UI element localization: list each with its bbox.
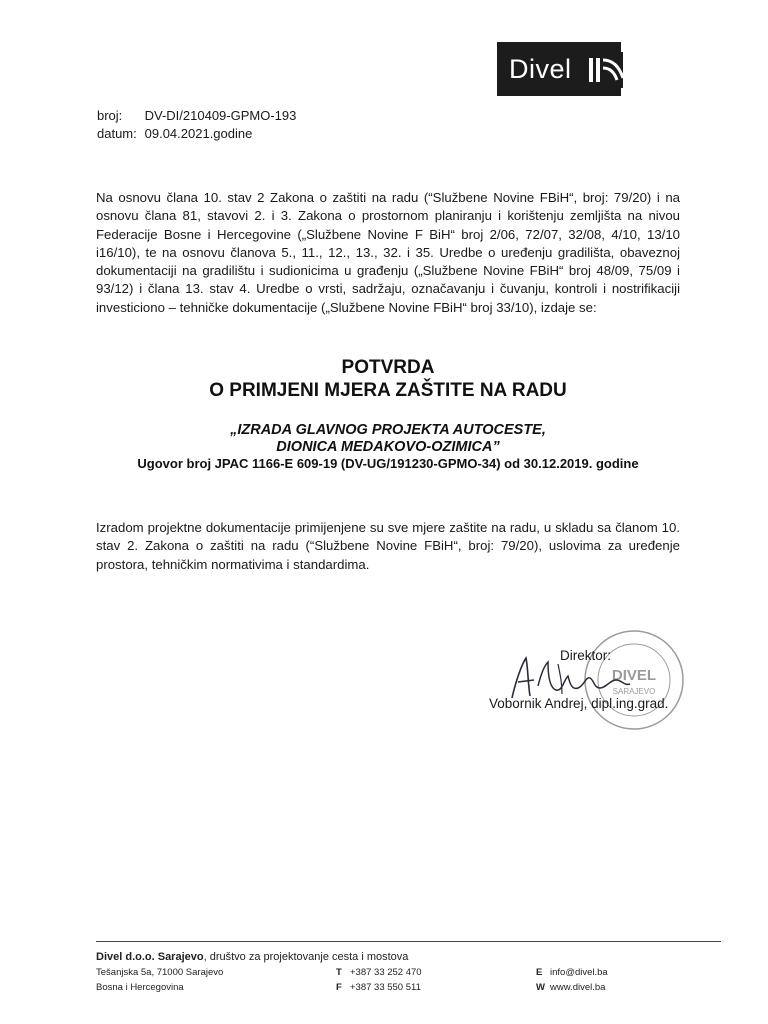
reference-date-label: datum: [97,126,137,141]
footer-phone-label: T [336,967,342,978]
footer-row-2 [96,980,721,995]
document-title: POTVRDA [341,357,435,378]
stamp-city: SARAJEVO [612,687,656,696]
reference-date-row [97,125,296,143]
footer-web-label: W [536,982,545,993]
footer-divider [96,941,721,942]
contract-reference: Ugovor broj JPAC 1166-E 609-19 (DV-UG/191230-GPMO-34) od 30.12.2019. godine [137,456,639,471]
signature-role: Direktor: [560,648,612,663]
footer-address-country: Bosna i Hercegovina [96,982,184,993]
project-name-line1: „IZRADA GLAVNOG PROJEKTA AUTOCESTE, [230,422,546,438]
footer-row-1 [96,965,721,980]
footer-email-label: E [536,967,543,978]
reference-number-value: DV-DI/210409-GPMO-193 [144,108,297,123]
footer [96,950,721,995]
signatory-name: Vobornik Andrej, dipl.ing.grad. [489,696,669,711]
footer-email[interactable]: info@divel.ba [550,967,608,978]
document-subtitle: O PRIMJENI MJERA ZAŠTITE NA RADU [209,380,567,401]
company-logo [497,42,621,96]
logo-bridge-icon [583,48,629,92]
footer-phone: +387 33 252 470 [350,967,422,978]
logo-text: Divel [509,53,572,84]
intro-paragraph: Na osnovu člana 10. stav 2 Zakona o zaštiti na radu (“Službene Novine FBiH“, broj: 79/20) i na osnovu člana 81, stavovi 2. i 3. Zakona o prostornom planiranju i korištenju zemljišta na nivou Federacije Bosne i Hercegovine („Službene Novine F BiH“ broj 2/06, 72/07, 32/08, 4/10, 13/10 i16/10), te na osnovu članova 5., 11., 12., 13., 32. i 35. Uredbe o uređenju gradilišta, obaveznoj dokumentaciji na gradilištu i sudionicima u građenju („Službene Novine FBiH“ broj 48/09, 75/09 i 93/12) i člana 13. stav 4. Uredbe o vrsti, sadržaju, označavanju i čuvanju, kontroli i nostrifikaciji investiciono – tehničke dokumentacije („Službene Novine FBiH“ broj 33/10), izdaje se: [96,190,680,315]
footer-company-name: Divel d.o.o. Sarajevo [96,951,204,963]
signature-block [470,640,720,730]
footer-website[interactable]: www.divel.ba [550,982,606,993]
confirmation-paragraph: Izradom projektne dokumentacije primijenjene su sve mjere zaštite na radu, u skladu sa članom 10. stav 2. Zakona o zaštiti na radu (“Službene Novine FBiH“, broj: 79/20), uslovima za uređenje prostora, tehničkim normativima i standardima. [96,520,680,572]
reference-number-label: broj: [97,108,123,123]
reference-block [97,107,296,143]
stamp-text: DIVEL [611,667,657,684]
footer-address-street: Tešanjska 5a, 71000 Sarajevo [96,967,224,978]
footer-fax: +387 33 550 511 [350,982,421,993]
reference-number-row [97,107,296,125]
project-name-line2: DIONICA MEDAKOVO-OZIMICA” [276,439,500,455]
footer-company [96,950,721,965]
footer-fax-label: F [336,982,342,993]
footer-company-description: , društvo za projektovanje cesta i mostova [203,951,409,963]
reference-date-value: 09.04.2021.godine [144,126,253,141]
